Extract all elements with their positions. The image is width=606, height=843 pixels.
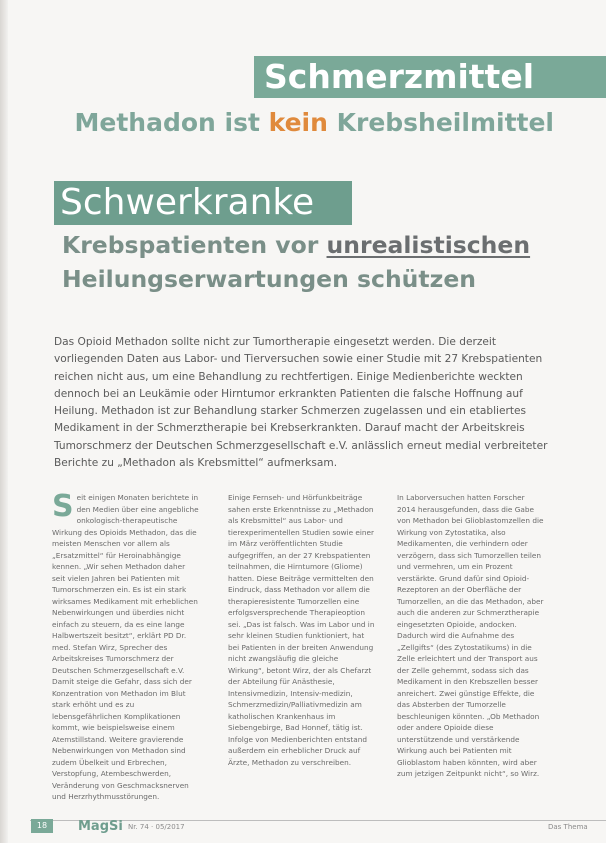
footer-section-label: Das Thema xyxy=(548,823,588,831)
subtitle-before: Methadon ist xyxy=(74,108,269,137)
header-subtitle xyxy=(75,108,555,137)
headline-underlined: unrealistischen xyxy=(326,231,531,259)
magazine-brand: MagSi xyxy=(78,819,123,834)
page-number: 18 xyxy=(31,819,53,833)
body-column-2 xyxy=(228,492,376,814)
column-text: Einige Fernseh- und Hörfunkbeiträge sahen erste Erkenntnisse zu „Methadon als Krebsmittel“ aus Labor- und tierexperimentellen Studien sowie einer im März veröffentlichten Studie aufgegriffen, an der 27 Krebspatienten teilnahmen, die Hirntumore (Gliome) hatten. Diese Beiträge vermittelten den Eindruck, dass Methadon vor allem die therapieresistente Tumorzellen eine erfolgsversprechende Therapieoption sei. „Das ist falsch. Was im Labor und in sehr kleinen Studien funktioniert, hat bei Patienten in der breiten Anwendung nicht zwangsläufig die gleiche Wirkung“, betont Wirz, der als Chefarzt der Abteilung für Anästhesie, Intensivmedizin, Intensiv-medizin, Schmerzmedizin/Palliativmedizin am katholischen Krankenhaus im Siebengebirge, Bad Honnef, tätig ist. Infolge von Medienberichten entstand außerdem ein erheblicher Druck auf Ärzte, Methadon zu verschreiben. xyxy=(228,493,375,767)
lead-paragraph: Das Opioid Methadon sollte nicht zur Tumortherapie eingesetzt werden. Die derzeit vorliegenden Daten aus Labor- und Tierversuchen sowie einer Studie mit 27 Krebspatienten reichen nicht aus, um eine Behandlung zu rechtfertigen. Einige Medienberichte weckten dennoch bei an Leukämie oder Hirntumor erkrankten Patienten die falsche Hoffnung auf Heilung. Methadon ist zur Behandlung starker Schmerzen zugelassen und ein etabliertes Medikament in der Schmerztherapie bei Krebserkrankten. Darauf macht der Arbeitskreis Tumorschmerz der Deutschen Schmerzgesellschaft e.V. anlässlich erneut medial verbreiteter Berichte zu „Methadon als Krebsmittel“ aufmerksam. xyxy=(54,336,548,470)
headline-part2: Heilungserwartungen schützen xyxy=(62,265,476,293)
article-headline xyxy=(62,228,582,296)
issue-label: Nr. 74 · 05/2017 xyxy=(128,823,185,831)
column-text: eit einigen Monaten berichtete in den Medien über eine angebliche onkologisch-therapeutische Wirkung des Opioids Methadon, das die meisten Menschen vor allem als „Ersatzmittel“ für Heroinabhängige kennen. „Wir sehen Methadon daher seit vielen Jahren bei Patienten mit Tumorschmerzen ein. Es ist ein stark wirksames Medikament mit erheblichen Nebenwirkungen und überdies nicht einfach zu steuern, da es eine lange Halbwertszeit besitzt“, erklärt PD Dr. med. Stefan Wirz, Sprecher des Arbeitskreises Tumorschmerz der Deutschen Schmerzgesellschaft e.V. Damit steige die Gefahr, dass sich der Konzentration von Methadon im Blut stark erhöht und es zu lebensgefährlichen Komplikationen kommt, wie beispielsweise einem Atemstillstand. Weitere gravierende Nebenwirkungen von Methadon sind zudem Übelkeit und Erbrechen, Verstopfung, Atembeschwerden, Veränderung von Geschmacksnerven und Herzrhythmusstörungen. xyxy=(52,493,199,801)
page-edge xyxy=(0,0,8,843)
article-lead xyxy=(54,334,562,472)
body-column-3 xyxy=(397,492,545,814)
section-title: Schmerzmittel xyxy=(254,56,606,98)
subtitle-highlight: kein xyxy=(268,108,328,137)
column-text: In Laborversuchen hatten Forscher 2014 herausgefunden, dass die Gabe von Methadon bei Glioblastomzellen die Wirkung von Zytostatika, also Medikamenten, die verhindern oder verzögern, dass sich Tumorzellen teilen und vermehren, um ein Prozent verstärkte. Grund dafür sind Opioid-Rezeptoren an der Oberfläche der Tumorzellen, an die das Methadon, aber auch die anderen zur Schmerztherapie eingesetzten Opioide, andocken. Dadurch wird die Aufnahme des „Zellgifts“ (des Zytostatikums) in die Zelle erleichtert und der Transport aus der Zelle gehemmt, sodass sich das Medikament in den Krebszellen besser anreichert. Zwei günstige Effekte, die das Absterben der Tumorzelle beschleunigen könnten. „Ob Methadon oder andere Opioide diese unterstützende und verstärkende Wirkung auch bei Patienten mit Glioblastom haben könnten, wird aber zum jetzigen Zeitpunkt nicht“, so Wirz. xyxy=(397,493,544,778)
article-kicker: Schwerkranke xyxy=(54,181,352,225)
subtitle-after: Krebsheilmittel xyxy=(327,108,554,137)
body-column-1 xyxy=(52,492,200,814)
headline-part1: Krebspatienten vor xyxy=(62,231,327,259)
drop-cap: S xyxy=(52,492,74,524)
